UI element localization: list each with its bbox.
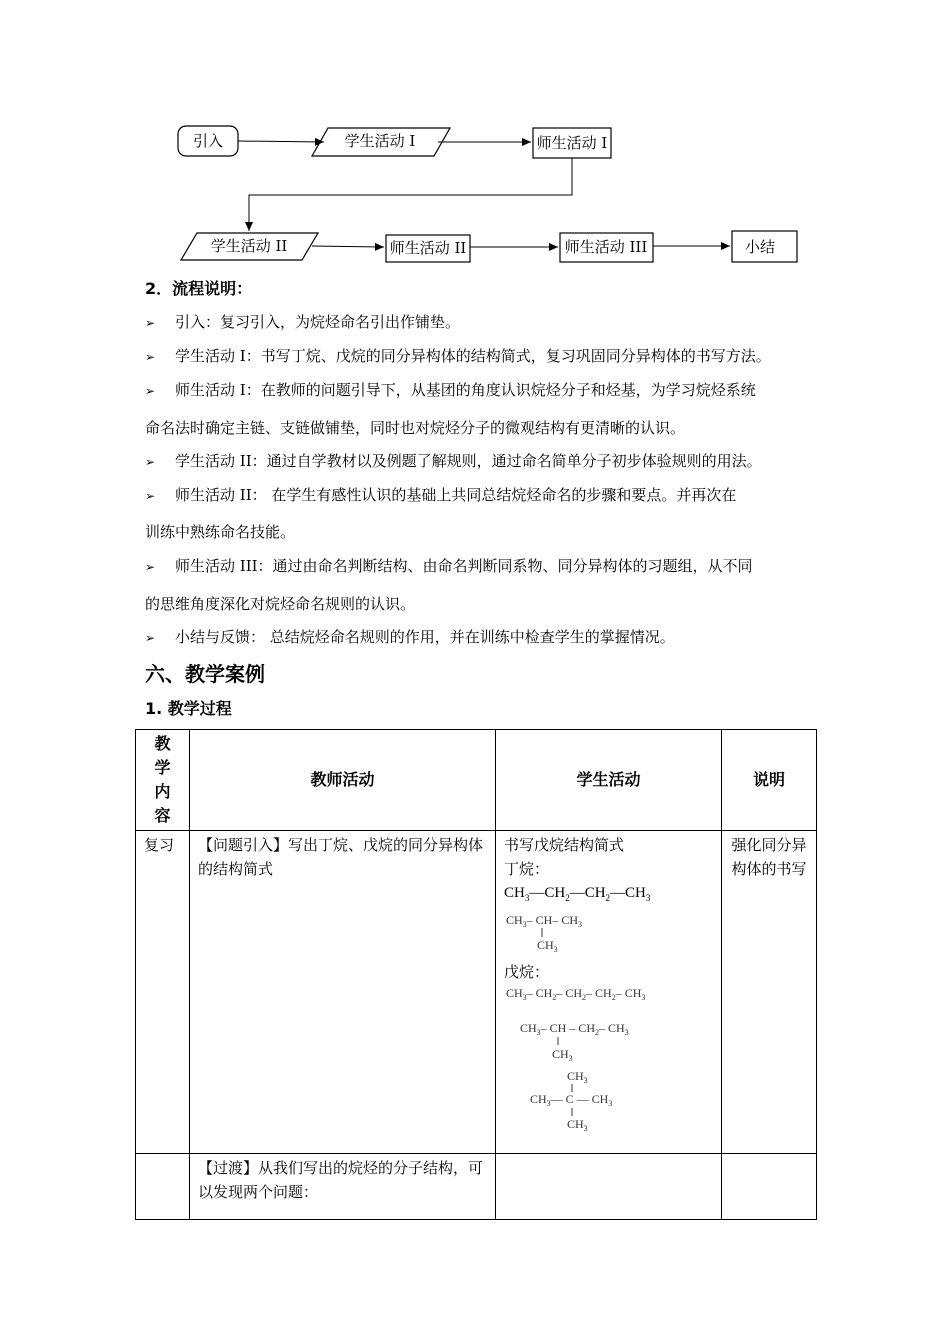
flow-node-teacher-student-3	[560, 233, 653, 262]
svg-text:CH3: $CH_3$	[567, 1117, 588, 1133]
cell-note-empty	[722, 1154, 817, 1220]
heading-teaching-case: 六、教学案例	[145, 662, 265, 686]
bullet-arrow-icon: ➢	[145, 560, 156, 574]
header-student-activity: 学生活动	[496, 730, 722, 831]
bullet-arrow-icon: ➢	[145, 316, 156, 330]
header-note: 说明	[722, 730, 817, 831]
flow-node-student-activity-2-label: 学生活动 II	[210, 237, 288, 255]
cell-student-structures	[496, 831, 722, 1154]
svg-text:CH3– CH– CH3: $CH_3-$ CH– $CH_3$	[506, 913, 583, 929]
flow-node-teacher-student-1	[533, 128, 611, 158]
heading-teaching-process: 1. 教学过程	[145, 699, 232, 718]
header-teaching-content: 教 学 内 容	[136, 730, 190, 831]
svg-text:CH3– CH2– CH2– CH2– CH3: $CH_3-$ $CH_2-$ $CH_2-$ $CH_2-$ $CH_3$	[506, 986, 646, 1002]
butane-n-formula: $CH_3—CH_2—CH_2—CH_3$	[504, 885, 651, 903]
flow-node-student-activity-2	[181, 233, 318, 260]
section-title-flow-explanation: 2．流程说明：	[145, 279, 253, 298]
pentane-n-structure	[504, 984, 714, 1004]
student-intro-text: 书写戊烷结构简式	[504, 836, 625, 854]
cell-teacher-transition: 【过渡】从我们写出的烷烃的分子结构，可以发现两个问题：	[190, 1154, 496, 1220]
table-row	[136, 1154, 817, 1220]
bullet-arrow-icon: ➢	[145, 455, 156, 469]
bullet-teacher-student-1	[145, 380, 825, 401]
svg-text:CH3: $CH_3$	[567, 1069, 588, 1085]
flow-node-intro	[178, 126, 238, 156]
bullet-teacher-student-2	[145, 485, 825, 506]
flow-node-student-activity-1	[312, 128, 450, 156]
bullet-arrow-icon: ➢	[145, 350, 156, 364]
flow-node-summary	[732, 231, 797, 262]
flow-node-teacher-student-2-label: 师生活动 II	[389, 239, 467, 257]
flow-node-teacher-student-1-label: 师生活动 I	[536, 134, 608, 152]
teaching-process-table	[135, 729, 817, 1220]
svg-text:CH3: $CH_3$	[552, 1047, 573, 1063]
svg-text:CH3— C — CH3: $CH_3—$ C — $CH_3$	[530, 1092, 613, 1108]
neopentane-structure	[504, 1068, 714, 1134]
bullet-text: 小结与反馈： 总结烷烃命名规则的作用，并在训练中检查学生的掌握情况。	[175, 628, 675, 646]
svg-text:CH3: $CH_3$	[537, 938, 558, 954]
cell-content-review: 复习	[136, 831, 190, 1154]
flow-node-teacher-student-2	[386, 235, 470, 262]
bullet-text: 师生活动 I：在教师的问题引导下，从基团的角度认识烷烃分子和烃基，为学习烷烃系统	[175, 381, 756, 399]
bullet-text: 师生活动 III：通过由命名判断结构、由命名判断同系物、同分异构体的习题组，从不同	[175, 557, 753, 575]
butane-label: 丁烷：	[504, 860, 550, 878]
pentane-label: 戊烷：	[504, 963, 550, 981]
flow-node-teacher-student-3-label: 师生活动 III	[564, 238, 648, 256]
cell-content-empty	[136, 1154, 190, 1220]
isopentane-structure	[504, 1018, 714, 1064]
bullet-student-activity-1	[145, 346, 825, 367]
table-row	[136, 831, 817, 1154]
bullet-arrow-icon: ➢	[145, 489, 156, 503]
cell-teacher-question: 【问题引入】写出丁烷、戊烷的同分异构体的结构简式	[190, 831, 496, 1154]
flow-node-intro-label: 引入	[192, 132, 224, 150]
bullet-text: 学生活动 II：通过自学教材以及例题了解规则，通过命名简单分子初步体验规则的用法。	[175, 452, 762, 470]
table-header-row	[136, 730, 817, 831]
flowchart	[0, 0, 950, 270]
header-teacher-activity: 教师活动	[190, 730, 496, 831]
bullet-student-activity-2	[145, 451, 825, 472]
bullet-teacher-student-3	[145, 556, 825, 577]
cell-student-empty	[496, 1154, 722, 1220]
bullet-teacher-student-3-cont: 的思维角度深化对烷烃命名规则的认识。	[145, 595, 416, 613]
flow-node-student-activity-1-label: 学生活动 I	[344, 132, 416, 150]
isobutane-structure	[504, 910, 644, 954]
cell-note-isomer-writing: 强化同分异构体的书写	[722, 831, 817, 1154]
bullet-text: 学生活动 I：书写丁烷、戊烷的同分异构体的结构简式，复习巩固同分异构体的书写方法。	[175, 347, 771, 365]
flow-node-summary-label: 小结	[744, 238, 776, 256]
bullet-summary	[145, 627, 825, 648]
bullet-arrow-icon: ➢	[145, 384, 156, 398]
flow-arrow-student2-to-ts2	[312, 246, 384, 247]
svg-text:CH3– CH – CH2– CH3: $CH_3-$ CH – $CH_2-$ $CH_3$	[520, 1021, 629, 1037]
bullet-arrow-icon: ➢	[145, 631, 156, 645]
bullet-teacher-student-2-cont: 训练中熟练命名技能。	[145, 523, 296, 541]
flow-arrow-intro-to-student1	[238, 141, 324, 142]
bullet-text: 引入：复习引入，为烷烃命名引出作铺垫。	[175, 313, 461, 331]
flow-arrow-ts1-to-student2	[249, 158, 572, 231]
bullet-intro	[145, 312, 825, 333]
bullet-text: 师生活动 II： 在学生有感性认识的基础上共同总结烷烃命名的步骤和要点。并再次在	[175, 486, 737, 504]
bullet-teacher-student-1-cont: 命名法时确定主链、支链做铺垫，同时也对烷烃分子的微观结构有更清晰的认识。	[145, 419, 686, 437]
